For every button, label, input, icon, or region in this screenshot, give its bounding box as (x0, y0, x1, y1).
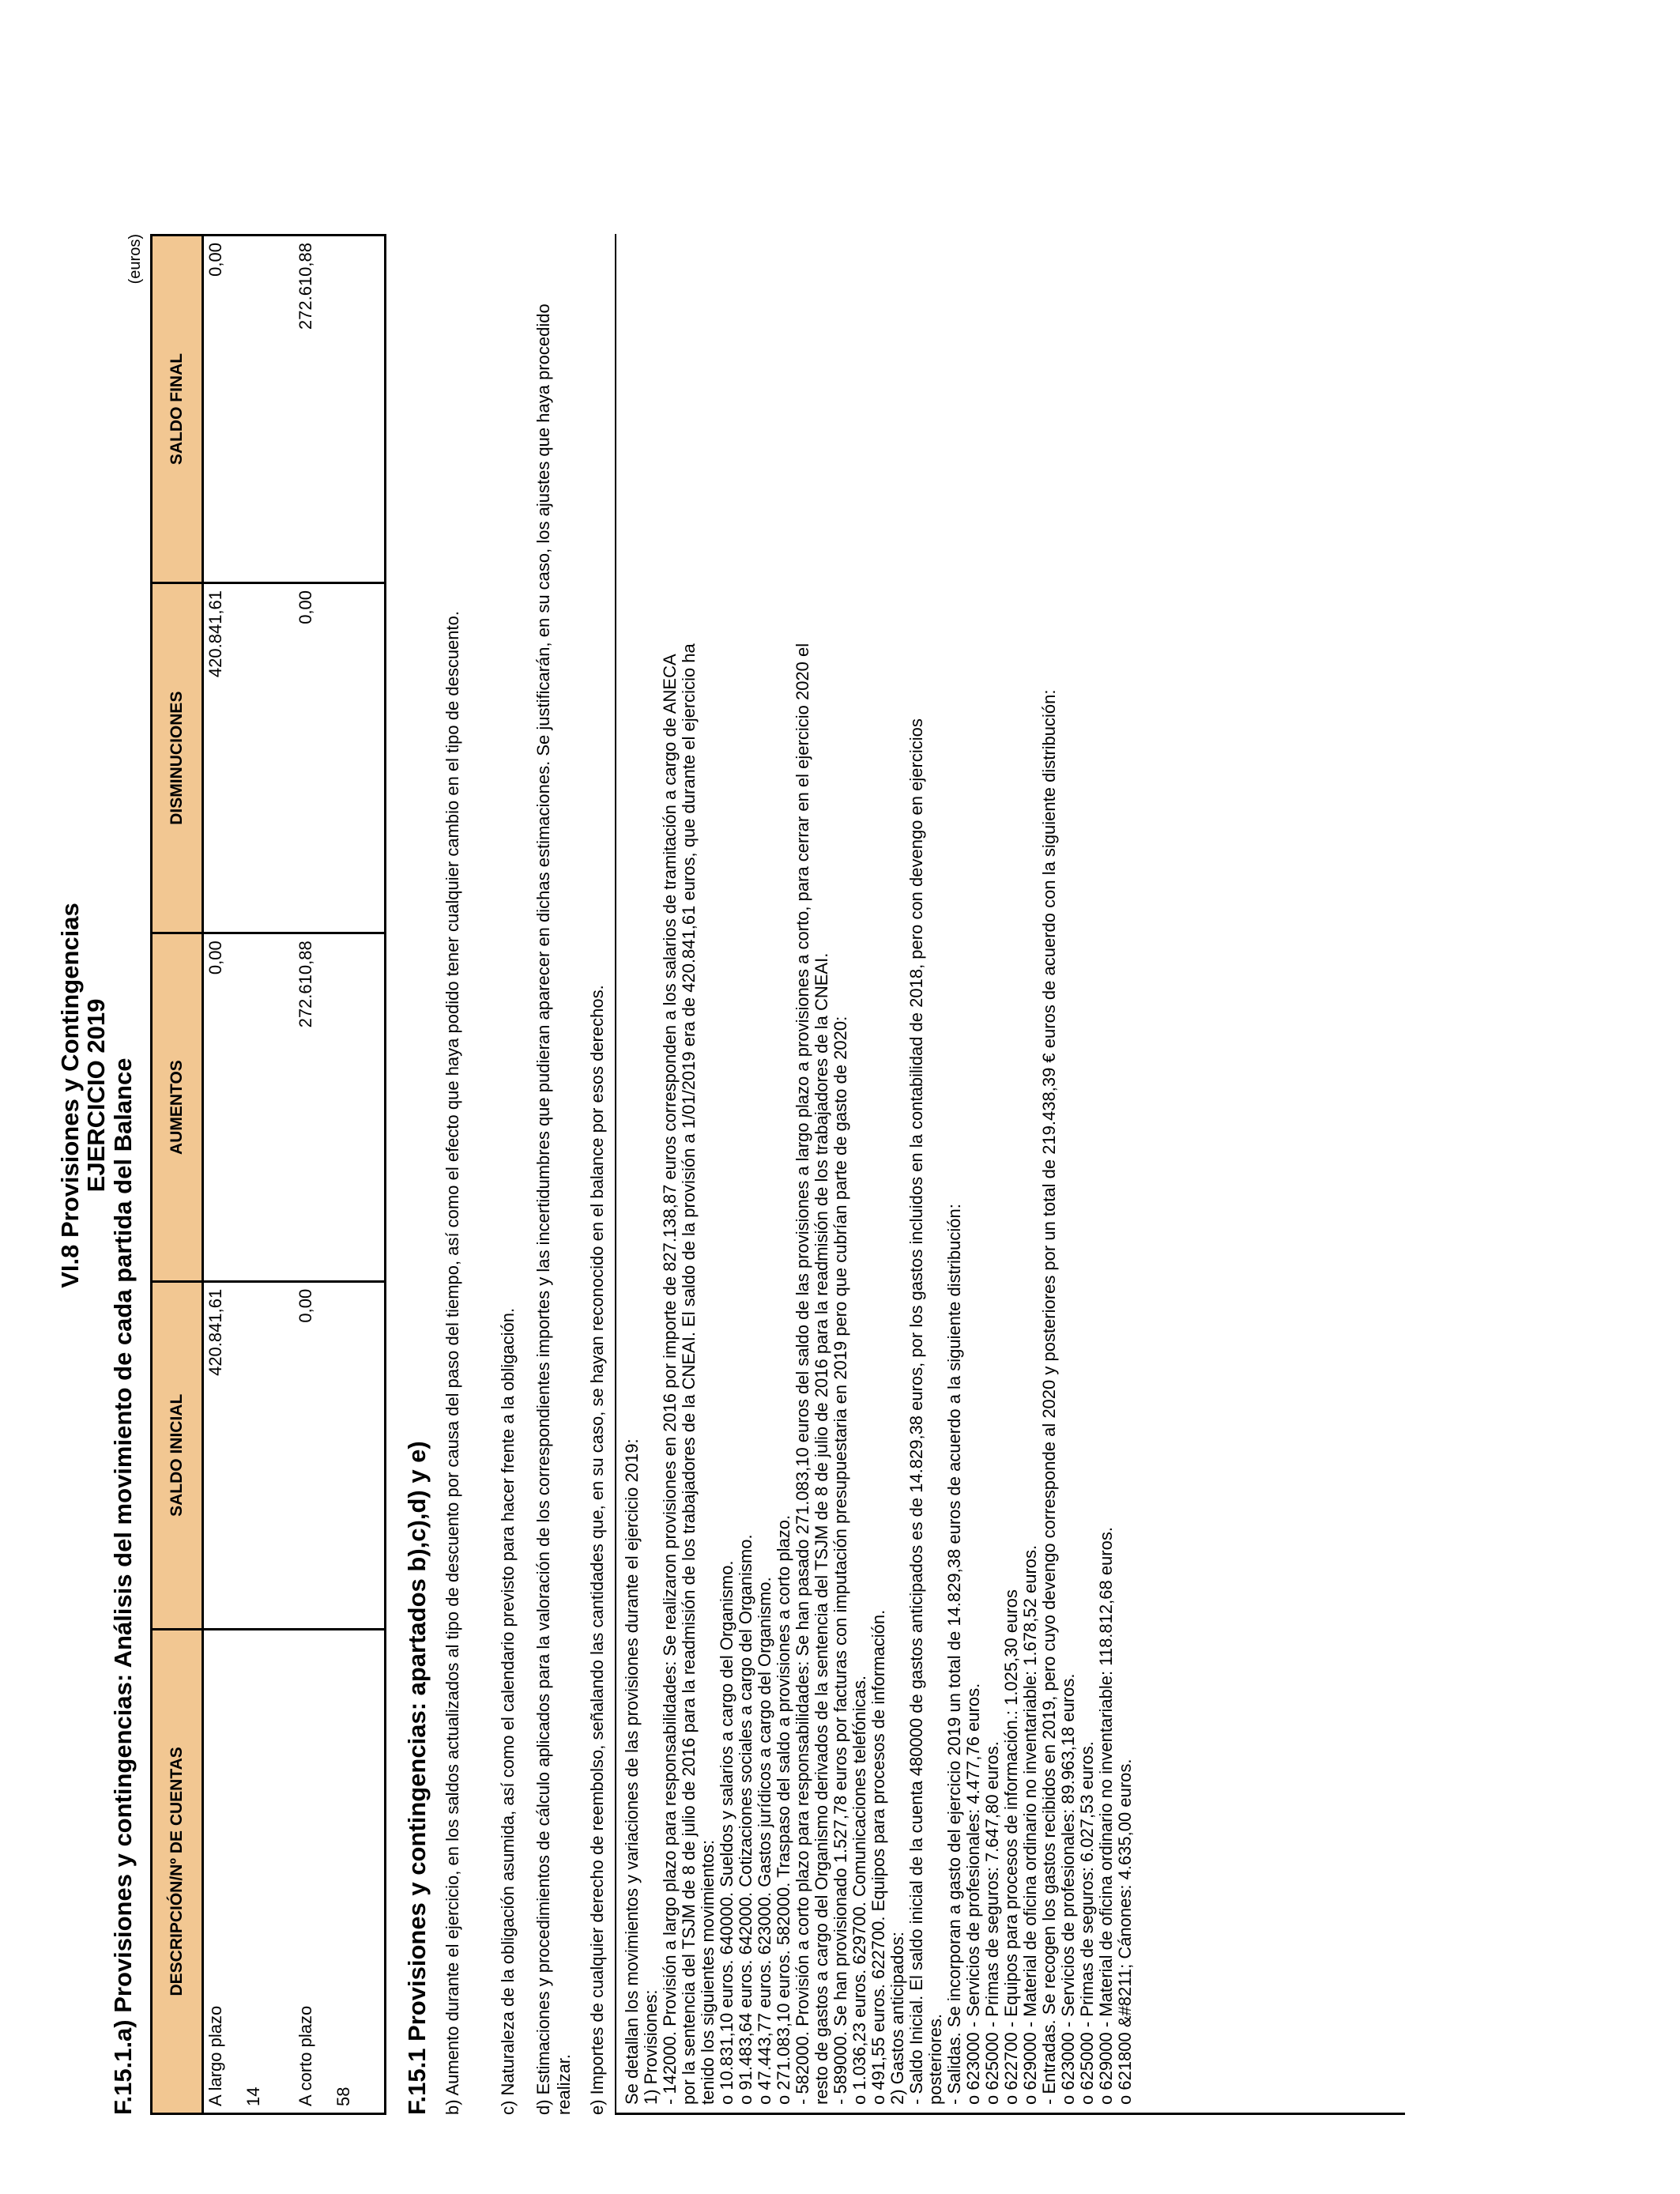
cell-disminuciones: 0,00 (294, 582, 386, 933)
detail-line: - 582000. Provisión a corto plazo para responsabilidades: Se han pasado 271.083,10 euros del saldo de las provisiones a largo plazo a provisiones a corto, para cerrar en el ejercicio 2020 el (793, 643, 812, 2105)
col-header-saldo-inicial: SALDO INICIAL (152, 1281, 203, 1629)
detail-line: - Entradas. Se recogen los gastos recibidos en 2019, pero cuyo devengo corresponde al 2020 y posteriores por un total de 219.438,39 € euros de acuerdo con la siguiente distribución: (1039, 689, 1059, 2105)
detail-line: - 589000. Se han provisionado 1.527,78 euros por facturas con imputación presupuestaria en 2019 pero que cubrían parte de gasto de 2020: (831, 1016, 850, 2105)
detail-line: o 623000 - Servicios de profesionales: 89.963,18 euros. (1058, 1673, 1078, 2105)
detail-line: posteriores. (925, 2014, 945, 2105)
title-line-1: VI.8 Provisiones y Contingencias (56, 903, 84, 1288)
detail-line: 2) Gastos anticipados: (887, 1932, 907, 2105)
detail-line: 1) Provisiones: (641, 1989, 661, 2105)
note-c: c) Naturaleza de la obligación asumida, así como el calendario previsto para hacer frente a la obligación. (498, 1307, 518, 2115)
cell-aumentos: 272.610,88 (294, 933, 386, 1282)
cell-saldo-final: 272.610,88 (294, 236, 386, 583)
notes-title: F.15.1 Provisiones y contingencias: apartados b),c),d) y e) (403, 1441, 431, 2115)
cell-saldo-inicial: 0,00 (294, 1281, 386, 1629)
col-header-description: DESCRIPCIÓN/Nº DE CUENTAS (152, 1629, 203, 2113)
row-description (203, 1629, 295, 2113)
cell-saldo-inicial: 420.841,61 (203, 1281, 295, 1629)
table-row (294, 236, 386, 2114)
cell-disminuciones: 420.841,61 (203, 582, 295, 933)
detail-line: o 625000 - Primas de seguros: 6.027,53 euros. (1077, 1741, 1097, 2105)
detail-line: o 10.831,10 euros. 640000. Sueldos y salarios a cargo del Organismo. (717, 1560, 736, 2105)
note-b: b) Aumento durante el ejercicio, en los saldos actualizados al tipo de descuento por causa del paso del tiempo, así como el efecto que haya podido tener cualquier cambio en el tipo de descuento. (443, 611, 462, 2115)
detail-line: o 1.036,23 euros. 629700. Comunicaciones telefónicas. (849, 1675, 869, 2105)
cell-saldo-final: 0,00 (203, 236, 295, 583)
page-title (57, 76, 109, 2115)
detail-line: o 622700 - Equipos para procesos de información.: 1.025,30 euros (1001, 1589, 1021, 2105)
table-row (203, 236, 295, 2114)
title-line-2: EJERCICIO 2019 (82, 998, 110, 1193)
col-header-saldo-final: SALDO FINAL (152, 236, 203, 583)
detail-line: o 629000 - Material de oficina ordinario no inventariable: 118.812,68 euros. (1096, 1527, 1116, 2105)
detail-line: por la sentencia del TSJM de 8 de julio de 2016 para la readmisión de los trabajadores de la CNEAI. El saldo de la provisión a 1/01/2019 era de 420.841,61 euros, que durante el ejercicio ha (679, 643, 699, 2105)
detail-line: o 271.083,10 euros. 582000. Traspaso del saldo a provisiones a corto plazo. (774, 1514, 793, 2105)
row-desc-text: A largo plazo (205, 2005, 225, 2106)
table-heading: F.15.1.a) Provisiones y contingencias: Análisis del movimiento de cada partida del Balance (109, 1057, 137, 2115)
detail-line: o 91.483,64 euros. 642000. Cotizaciones sociales a cargo del Organismo. (736, 1534, 755, 2105)
cell-aumentos: 0,00 (203, 933, 295, 1282)
detail-line: o 625000 - Primas de seguros: 7.647,80 euros. (982, 1741, 1002, 2105)
row-desc-text: A corto plazo (296, 2005, 315, 2106)
detail-line: - Saldo Inicial. El saldo inicial de la cuenta 480000 de gastos anticipados es de 14.829,38 euros, por los gastos incluidos en la contabilidad de 2018, pero con devengo en ejercicios (906, 718, 926, 2105)
movements-table (150, 234, 386, 2115)
detail-line: tenido los siguientes movimientos: (698, 1839, 718, 2105)
note-d: d) Estimaciones y procedimientos de cálculo aplicados para la valoración de los correspondientes importes y las incertidumbres que pudieran aparecer en dichas estimaciones. Se justificarán, en su caso, los ajustes que haya procedido realizar. (533, 303, 574, 2115)
detail-line: o 621800 &#8211; Cánones: 4.635,00 euros. (1115, 1759, 1135, 2105)
row-account-code: 58 (333, 2087, 353, 2106)
detail-line: o 491,55 euros. 622700. Equipos para procesos de información. (868, 1609, 888, 2105)
detail-line: Se detallan los movimientos y variaciones de las provisiones durante el ejercicio 2019: (622, 1438, 642, 2105)
rotated-page (47, 76, 1343, 2115)
units-label: (euros) (126, 234, 144, 285)
row-description (294, 1629, 386, 2113)
detail-line: o 623000 - Servicios de profesionales: 4.477,76 euros. (963, 1683, 983, 2105)
col-header-disminuciones: DISMINUCIONES (152, 582, 203, 933)
row-account-code: 14 (243, 2087, 263, 2106)
detail-line: o 629000 - Material de oficina ordinario no inventariable: 1.678,52 euros. (1020, 1544, 1040, 2105)
note-e: e) Importes de cualquier derecho de reembolso, señalando las cantidades que, en su caso, se hayan reconocido en el balance por esos derechos. (587, 985, 607, 2115)
detail-line: - Salidas. Se incorporan a gasto del ejercicio 2019 un total de 14.829,38 euros de acuerdo a la siguiente distribución: (944, 1204, 964, 2105)
detail-line: - 142000. Provisión a largo plazo para responsabilidades: Se realizaron provisiones en 2016 por importe de 827.138,87 euros corresponden a los salarios de tramitación a cargo de ANECA (660, 654, 680, 2105)
detail-line: o 47.443,77 euros. 623000. Gastos jurídicos a cargo del Organismo. (755, 1577, 774, 2105)
detail-line: resto de gastos a cargo del Organismo derivados de la sentencia del TSJM de 8 de julio de 2016 para la readmisión de los trabajadores de la CNEAI. (812, 952, 831, 2105)
col-header-aumentos: AUMENTOS (152, 933, 203, 1282)
table-header-row (152, 236, 203, 2114)
detail-box (615, 234, 1405, 2115)
